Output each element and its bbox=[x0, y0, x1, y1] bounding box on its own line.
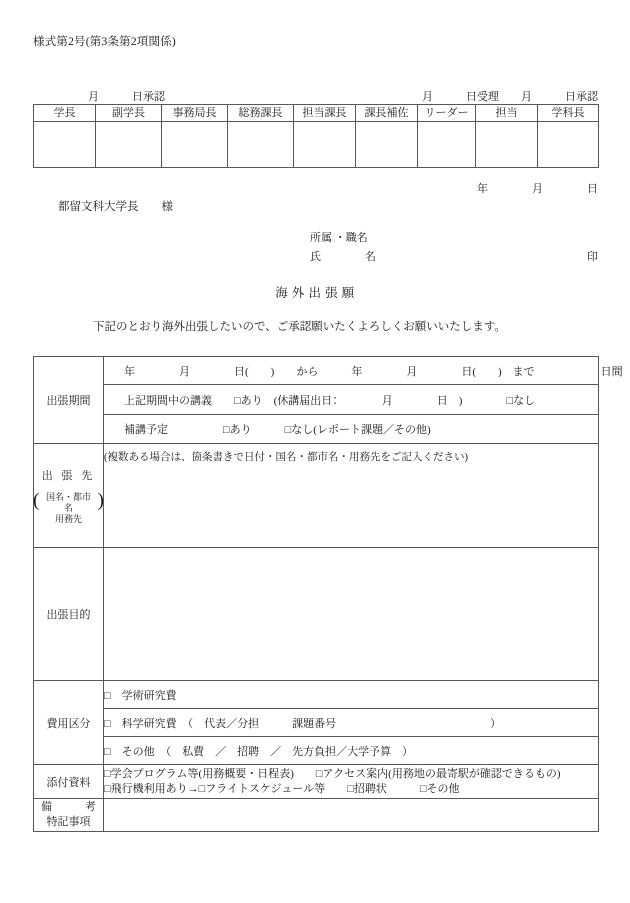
approval-col-1: 副学長 bbox=[96, 105, 162, 122]
approval-right-date: 月 日受理 月 日承認 bbox=[422, 91, 598, 103]
approval-col-4: 担当課長 bbox=[294, 105, 356, 122]
destination-input[interactable] bbox=[104, 444, 599, 548]
period-lecture[interactable] bbox=[104, 385, 599, 415]
affiliation-label: 所属 ・職名 bbox=[310, 232, 368, 244]
addressee: 都留文科大学長 様 bbox=[58, 201, 173, 213]
period-date-range-text: 年 月 日( ) から 年 月 日( ) まで 日間 bbox=[124, 365, 623, 378]
label-purpose: 出張目的 bbox=[34, 548, 104, 681]
row-attachments bbox=[34, 765, 599, 799]
attachments-options[interactable] bbox=[104, 765, 599, 799]
label-destination-sub bbox=[33, 489, 104, 525]
attachment-line-2: □飛行機利用あり→□フライトスケジュール等 □招聘状 □その他 bbox=[104, 782, 460, 795]
page-title: 海 外 出 張 願 bbox=[275, 286, 355, 300]
attachment-line-1: □学会プログラム等(用務概要・日程表) □アクセス案内(用務地の最寄駅が確認できるもの) bbox=[104, 767, 561, 780]
label-remarks bbox=[34, 799, 104, 832]
bracket-right-icon: ) bbox=[97, 489, 104, 511]
approval-stamp-cell-6[interactable] bbox=[418, 122, 476, 168]
approval-col-7: 担当 bbox=[476, 105, 538, 122]
period-lecture-text: 上記期間中の講義 □あり (休講届出日： 月 日 ) □なし bbox=[124, 394, 536, 407]
row-period-makeup bbox=[34, 415, 599, 444]
label-remarks-line-2: 特記事項 bbox=[46, 816, 91, 828]
approval-stamp-cell-5[interactable] bbox=[356, 122, 418, 168]
approval-col-3: 総務課長 bbox=[228, 105, 294, 122]
cost-option-academic-text: □ 学術研究費 bbox=[104, 689, 177, 702]
bracket-left-icon: ( bbox=[33, 489, 40, 511]
label-attachments: 添付資料 bbox=[34, 765, 104, 799]
applicant-name-label: 氏 名 bbox=[310, 251, 376, 263]
label-cost: 費用区分 bbox=[34, 681, 104, 765]
approval-col-5: 課長補佐 bbox=[356, 105, 418, 122]
approval-col-0: 学長 bbox=[34, 105, 96, 122]
main-form-table bbox=[33, 356, 623, 832]
row-period-lecture bbox=[34, 385, 599, 415]
approval-col-8: 学科長 bbox=[538, 105, 599, 122]
label-remarks-group bbox=[34, 800, 103, 830]
form-code: 様式第2号(第3条第2項関係) bbox=[33, 36, 176, 48]
approval-date-strip bbox=[33, 88, 598, 103]
label-destination-sub-2: 用務先 bbox=[54, 513, 82, 524]
approval-stamp-row bbox=[34, 122, 599, 168]
row-purpose bbox=[34, 548, 599, 681]
label-remarks-line-1: 備 考 bbox=[41, 801, 96, 813]
label-destination-main: 出 張 先 bbox=[41, 469, 96, 482]
cost-option-other[interactable] bbox=[104, 737, 599, 765]
row-cost-academic bbox=[34, 681, 599, 709]
cost-option-other-text: □ その他 （ 私費 ／ 招聘 ／ 先方負担／大学予算 ） bbox=[104, 745, 414, 758]
approval-stamp-cell-4[interactable] bbox=[294, 122, 356, 168]
label-period: 出張期間 bbox=[34, 357, 104, 444]
row-period-dates bbox=[34, 357, 599, 385]
approval-col-6: リーダー bbox=[418, 105, 476, 122]
destination-note: (複数ある場合は、箇条書きで日付・国名・都市名・用務先をご記入ください) bbox=[104, 452, 468, 463]
approval-stamp-cell-2[interactable] bbox=[162, 122, 228, 168]
period-makeup-text: 補講予定 □あり □なし(レポート課題／その他) bbox=[124, 424, 431, 436]
period-makeup[interactable] bbox=[104, 415, 599, 444]
period-date-range[interactable] bbox=[104, 357, 623, 385]
approval-stamp-cell-0[interactable] bbox=[34, 122, 96, 168]
approval-stamp-cell-3[interactable] bbox=[228, 122, 294, 168]
approval-col-2: 事務局長 bbox=[162, 105, 228, 122]
row-cost-other bbox=[34, 737, 599, 765]
row-cost-kaken bbox=[34, 709, 599, 737]
seal-label: 印 bbox=[587, 251, 598, 263]
approval-stamp-cell-7[interactable] bbox=[476, 122, 538, 168]
label-destination-sub-1: 国名・都市名 bbox=[45, 491, 91, 513]
approval-table bbox=[33, 104, 599, 168]
row-destination bbox=[34, 444, 599, 548]
approval-left-date: 月 日承認 bbox=[88, 91, 165, 103]
lead-text: 下記のとおり海外出張したいので、ご承認願いたくよろしくお願いいたします。 bbox=[93, 321, 506, 333]
approval-stamp-cell-1[interactable] bbox=[96, 122, 162, 168]
approval-stamp-cell-8[interactable] bbox=[538, 122, 599, 168]
label-destination bbox=[34, 444, 104, 548]
purpose-input[interactable] bbox=[104, 548, 599, 681]
cost-option-kaken-text: □ 科学研究費 （ 代表／分担 課題番号 ） bbox=[104, 717, 502, 730]
approval-header-row bbox=[34, 105, 599, 122]
remarks-input[interactable] bbox=[104, 799, 599, 832]
cost-option-kaken[interactable] bbox=[104, 709, 599, 737]
cost-option-academic[interactable] bbox=[104, 681, 599, 709]
document-date: 年 月 日 bbox=[477, 183, 598, 195]
row-remarks bbox=[34, 799, 599, 832]
